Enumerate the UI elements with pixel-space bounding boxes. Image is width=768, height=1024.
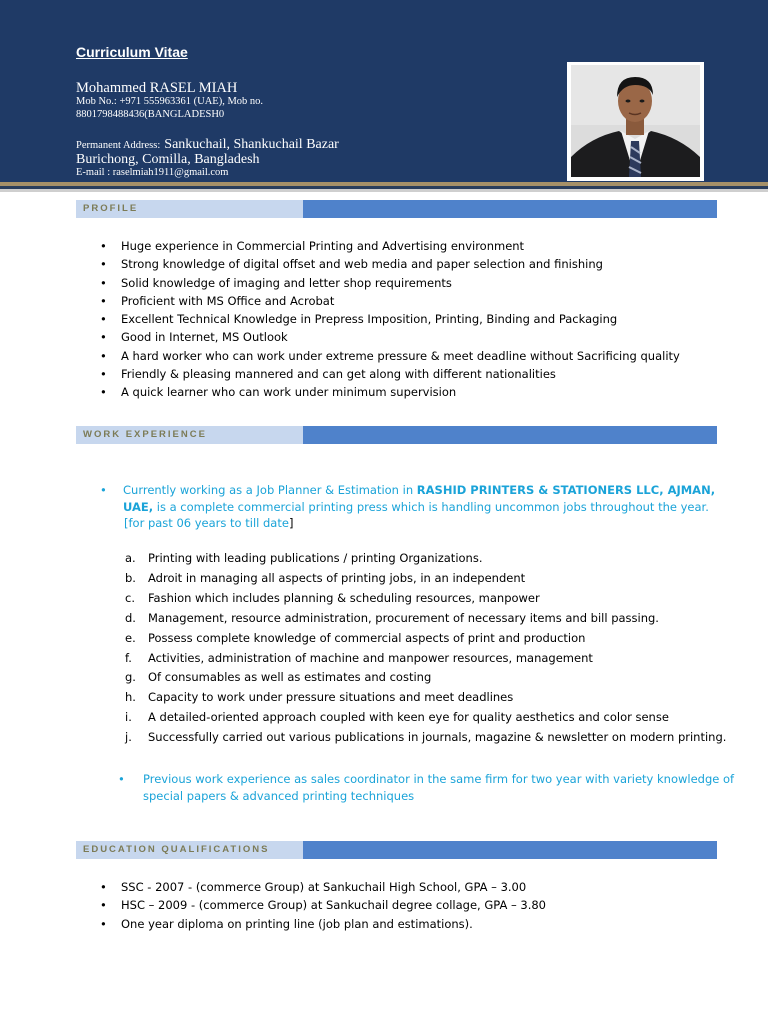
list-item: a. Printing with leading publications / printing Organizations. (125, 551, 483, 565)
bullet-icon: • (118, 772, 125, 786)
list-item: • Excellent Technical Knowledge in Prepress Imposition, Printing, Binding and Packaging (100, 310, 680, 328)
list-item: • Friendly & pleasing mannered and can get along with different nationalities (100, 365, 680, 383)
list-item: • Proficient with MS Office and Acrobat (100, 292, 680, 310)
education-list (100, 878, 546, 933)
list-item: g. Of consumables as well as estimates and costing (125, 670, 432, 685)
profile-photo (571, 65, 700, 177)
address-line2: Burichong, Comilla, Bangladesh (76, 152, 260, 167)
section-title-education: EDUCATION QUALIFICATIONS (83, 844, 270, 855)
current-job-description: Currently working as a Job Planner & Estimation in RASHID PRINTERS & STATIONERS LLC, AJMAN, UAE, is a complete commercial printing press which is handling uncommon jobs throughout the year. (123, 483, 716, 514)
mobile-numbers-line2: 8801798488436(BANGLADESH0 (76, 109, 225, 120)
list-item: h. Capacity to work under pressure situations and meet deadlines (125, 690, 514, 705)
section-title-work: WORK EXPERIENCE (83, 429, 207, 440)
list-item: i. A detailed-oriented approach coupled with keen eye for quality aesthetics and color sense (125, 710, 669, 725)
current-job-period: [for past 06 years to till date] (124, 516, 294, 530)
list-item: • SSC - 2007 - (commerce Group) at Sankuchail High School, GPA – 3.00 (100, 878, 546, 896)
address-label: Permanent Address: (76, 140, 161, 151)
current-company: RASHID PRINTERS & STATIONERS LLC, AJMAN, UAE, (123, 483, 716, 514)
list-item: f. Activities, administration of machine and manpower resources, management (125, 650, 593, 665)
list-item: j. Successfully carried out various publications in journals, magazine & newsletter on modern printing. (125, 730, 727, 745)
address-line1 (76, 135, 339, 153)
section-header-education (76, 841, 717, 859)
duties-list (125, 549, 726, 748)
mobile-numbers-line1: Mob No.: +971 555963361 (UAE), Mob no. (76, 96, 264, 107)
list-item: • A hard worker who can work under extreme pressure & meet deadline without Sacrificing quality (100, 347, 680, 365)
list-item: • Solid knowledge of imaging and letter shop requirements (100, 274, 680, 292)
bullet-icon: • (100, 483, 107, 497)
list-item: • Good in Internet, MS Outlook (100, 328, 680, 346)
list-item: • Huge experience in Commercial Printing and Advertising environment (100, 237, 680, 255)
list-item: e. Possess complete knowledge of commercial aspects of print and production (125, 630, 586, 645)
previous-job-description: Previous work experience as sales coordinator in the same firm for two year with variety knowledge of special papers & advanced printing techniques (143, 772, 735, 803)
section-header-work (76, 426, 717, 444)
list-item: • A quick learner who can work under minimum supervision (100, 383, 680, 401)
section-title-profile: PROFILE (83, 203, 139, 214)
list-item: c. Fashion which includes planning & scheduling resources, manpower (125, 590, 540, 605)
cv-title: Curriculum Vitae (76, 44, 188, 60)
list-item: d. Management, resource administration, procurement of necessary items and bill passing. (125, 610, 659, 625)
section-header-profile (76, 200, 717, 218)
divider-grey (0, 189, 768, 192)
email: E-mail : raselmiah1911@gmail.com (76, 167, 229, 178)
address-value: Sankuchail, Shankuchail Bazar (164, 137, 339, 152)
list-item: • One year diploma on printing line (job plan and estimations). (100, 915, 546, 933)
list-item: b. Adroit in managing all aspects of printing jobs, in an independent (125, 570, 526, 585)
profile-photo-icon (571, 65, 700, 177)
profile-list (100, 237, 680, 402)
list-item: • Strong knowledge of digital offset and web media and paper selection and finishing (100, 255, 680, 273)
candidate-name: Mohammed RASEL MIAH (76, 80, 238, 96)
list-item: • HSC – 2009 - (commerce Group) at Sankuchail degree collage, GPA – 3.80 (100, 896, 546, 914)
